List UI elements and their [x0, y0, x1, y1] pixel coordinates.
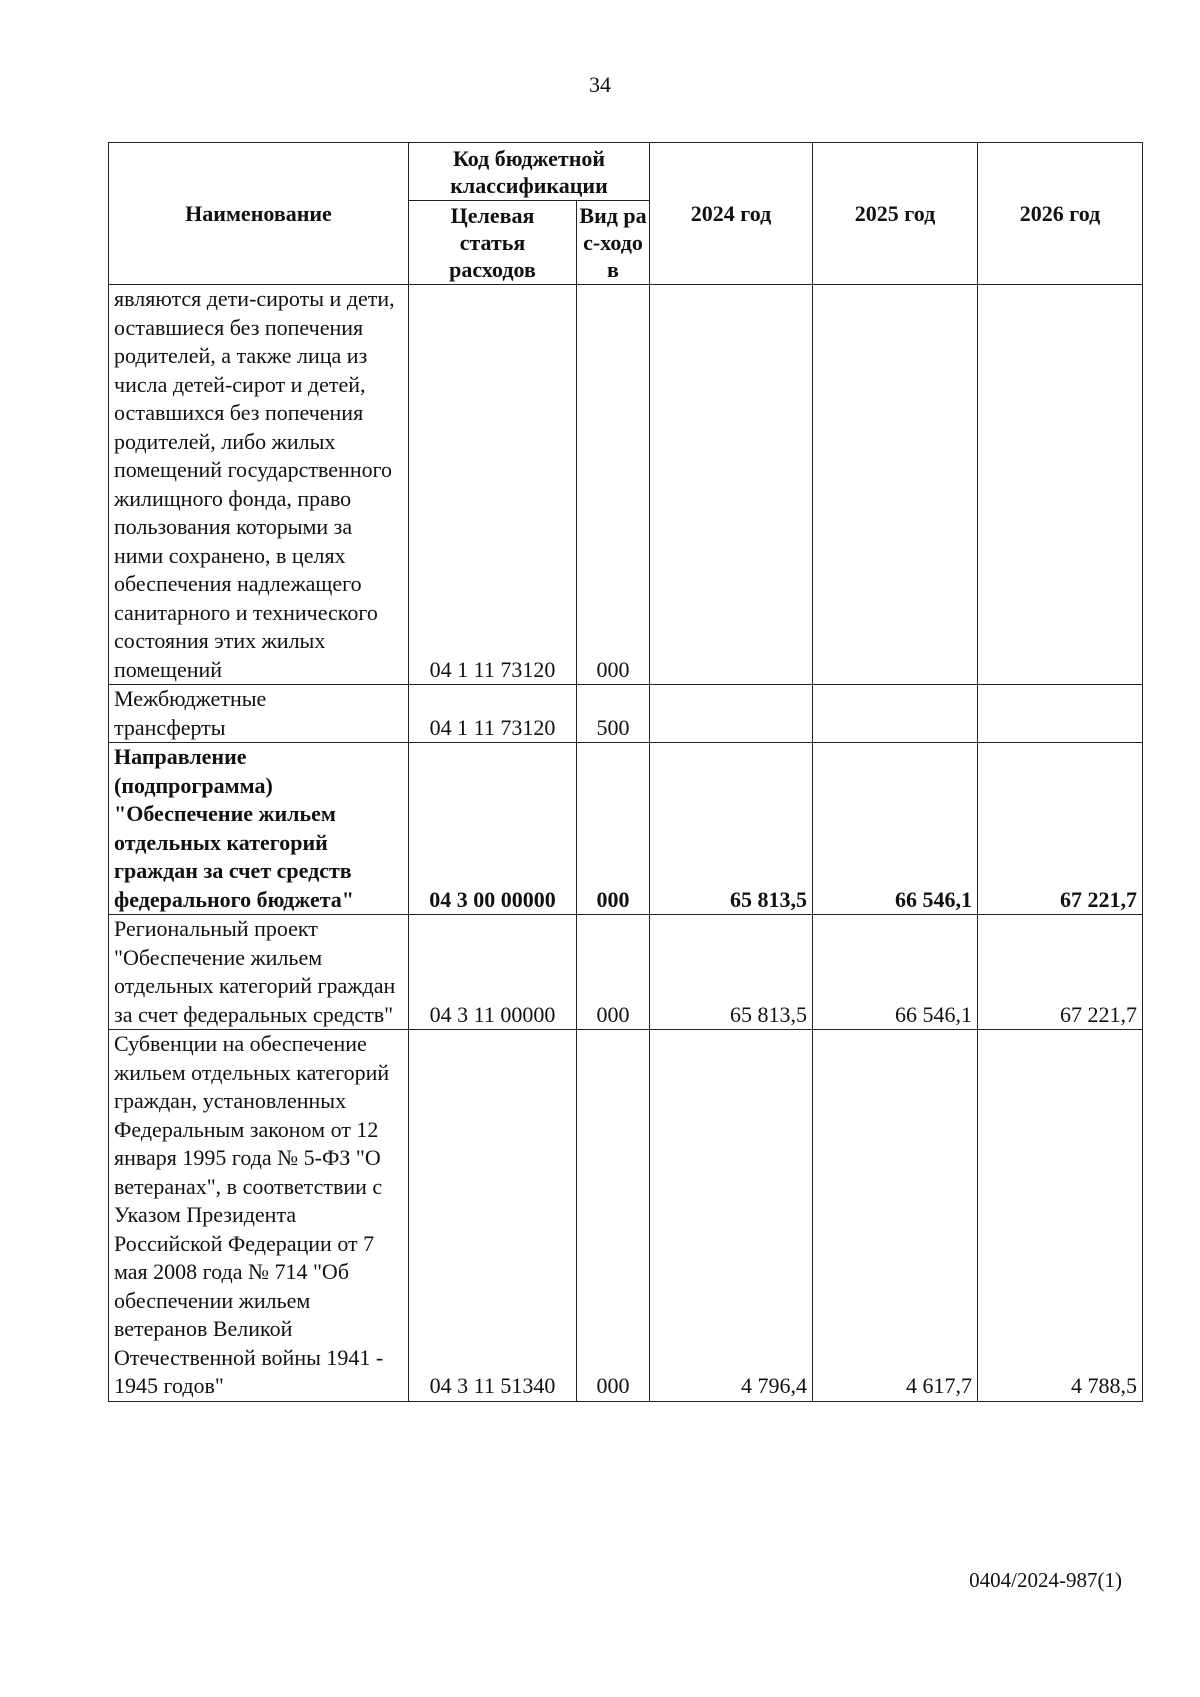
header-target-article: Целевая статья расходов	[409, 201, 577, 285]
row-2026	[978, 285, 1143, 685]
row-2025	[813, 685, 978, 743]
row-type: 000	[577, 1030, 650, 1402]
table-row	[109, 915, 1143, 1030]
row-2025: 66 546,1	[813, 743, 978, 915]
row-name: являются дети-сироты и дети, оставшиеся без попечения родителей, а также лица из числа детей-сирот и детей, оставшихся без попечения родителей, либо жилых помещений государственного жилищного фонда, право пользования которыми за ними сохранено, в целях обеспечения надлежащего санитарного и технического состояния этих жилых помещений	[109, 285, 409, 685]
table-row	[109, 743, 1143, 915]
row-type: 000	[577, 743, 650, 915]
row-2024: 4 796,4	[650, 1030, 813, 1402]
row-2026: 67 221,7	[978, 743, 1143, 915]
row-2025: 4 617,7	[813, 1030, 978, 1402]
header-2024: 2024 год	[650, 143, 813, 285]
row-2024	[650, 285, 813, 685]
budget-table	[108, 142, 1143, 1402]
row-2024: 65 813,5	[650, 915, 813, 1030]
row-2025: 66 546,1	[813, 915, 978, 1030]
row-name: Межбюджетные трансферты	[109, 685, 409, 743]
row-code: 04 3 11 51340	[409, 1030, 577, 1402]
table-row	[109, 1030, 1143, 1402]
row-name: Субвенции на обеспечение жильем отдельных категорий граждан, установленных Федеральным законом от 12 января 1995 года № 5-ФЗ "О ветеранах", в соответствии с Указом Президента Российской Федерации от 7 мая 2008 года № 714 "Об обеспечении жильем ветеранов Великой Отечественной войны 1941 - 1945 годов"	[109, 1030, 409, 1402]
row-2026: 4 788,5	[978, 1030, 1143, 1402]
row-code: 04 3 11 00000	[409, 915, 577, 1030]
row-2026: 67 221,7	[978, 915, 1143, 1030]
row-2024: 65 813,5	[650, 743, 813, 915]
row-type: 500	[577, 685, 650, 743]
row-code: 04 3 00 00000	[409, 743, 577, 915]
row-code: 04 1 11 73120	[409, 685, 577, 743]
row-type: 000	[577, 285, 650, 685]
row-name: Региональный проект "Обеспечение жильем отдельных категорий граждан за счет федеральных средств"	[109, 915, 409, 1030]
row-type: 000	[577, 915, 650, 1030]
row-name: Направление (подпрограмма) "Обеспечение жильем отдельных категорий граждан за счет средств федерального бюджета"	[109, 743, 409, 915]
row-2025	[813, 285, 978, 685]
header-expense-type: Вид рас-ходов	[577, 201, 650, 285]
row-2026	[978, 685, 1143, 743]
table-row	[109, 685, 1143, 743]
document-code: 0404/2024-987(1)	[969, 1568, 1122, 1592]
header-name: Наименование	[109, 143, 409, 285]
header-code-group: Код бюджетной классификации	[409, 143, 650, 201]
page-number: 34	[589, 72, 611, 97]
header-2026: 2026 год	[978, 143, 1143, 285]
header-2025: 2025 год	[813, 143, 978, 285]
row-code: 04 1 11 73120	[409, 285, 577, 685]
table-row	[109, 285, 1143, 685]
row-2024	[650, 685, 813, 743]
